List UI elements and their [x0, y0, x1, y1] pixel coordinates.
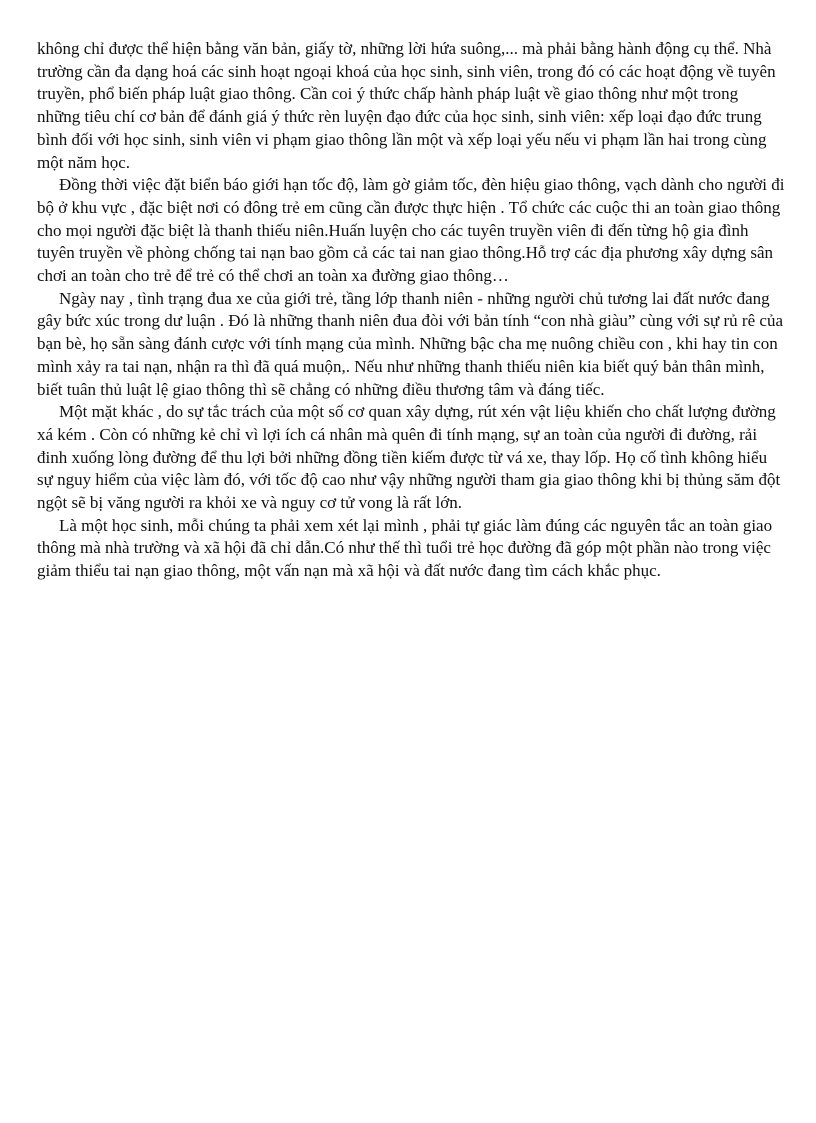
paragraph-conclusion: Là một học sinh, mỗi chúng ta phải xem xét lại mình , phải tự giác làm đúng các nguyên tắc an toàn giao thông mà nhà trường và xã hội đã chỉ dẫn.Có như thế thì tuổi trẻ học đường đã góp một phần nào trong việc giảm thiểu tai nạn giao thông, một vấn nạn mà xã hội và đất nước đang tìm cách khắc phục.	[37, 515, 773, 581]
paragraph-road-quality: Một mặt khác , do sự tắc trách của một số cơ quan xây dựng, rút xén vật liệu khiến cho chất lượng đường xá kém . Còn có những kẻ chỉ vì lợi ích cá nhân mà quên đi tính mạng, sự an toàn của người đi đường, rải đinh xuống lòng đường để thu lợi bởi những đồng tiền kiếm được từ vá xe, thay lốp. Họ cố tình không hiểu sự nguy hiểm của việc làm đó, với tốc độ cao như vậy những người tham gia giao thông khi bị thủng săm đột ngột sẽ bị văng người ra khỏi xe và nguy cơ tử vong là rất lớn.	[37, 402, 781, 513]
paragraph-continuation: không chỉ được thể hiện bằng văn bản, giấy tờ, những lời hứa suông,... mà phải bằng hành động cụ thể. Nhà trường cần đa dạng hoá các sinh hoạt ngoại khoá của học sinh, sinh viên, trong đó có các hoạt động về tuyên truyền, phổ biến pháp luật giao thông. Cần coi ý thức chấp hành pháp luật về giao thông như một trong những tiêu chí cơ bản để đánh giá ý thức rèn luyện đạo đức của học sinh, sinh viên: xếp loại đạo đức trung bình đối với học sinh, sinh viên vi phạm giao thông lần một và xếp loại yếu nếu vi phạm lần hai trong cùng một năm học.	[37, 39, 776, 172]
document-body	[37, 38, 785, 583]
paragraph-road-signs: Đồng thời việc đặt biển báo giới hạn tốc độ, làm gờ giảm tốc, đèn hiệu giao thông, vạch dành cho người đi bộ ở khu vực , đặc biệt nơi có đông trẻ em cũng cần được thực hiện . Tổ chức các cuộc thi an toàn giao thông cho mọi người đặc biệt là thanh thiếu niên.Huấn luyện cho các tuyên truyền viên đi đến từng hộ gia đình tuyên truyền về phòng chống tai nạn bao gồm cả các tai nan giao thông.Hỗ trợ các địa phương xây dựng sân chơi an toàn cho trẻ để trẻ có thể chơi an toàn xa đường giao thông…	[37, 175, 785, 286]
paragraph-youth-racing: Ngày nay , tình trạng đua xe của giới trẻ, tầng lớp thanh niên - những người chủ tương lai đất nước đang gây bức xúc trong dư luận . Đó là những thanh niên đua đòi với bản tính “con nhà giàu” cùng với sự rủ rê của bạn bè, họ sẵn sàng đánh cược với tính mạng của mình. Những bậc cha mẹ nuông chiều con , khi hay tin con mình xảy ra tai nạn, nhận ra thì đã quá muộn,. Nếu như những thanh thiếu niên kia biết quý bản thân mình, biết tuân thủ luật lệ giao thông thì sẽ chẳng có những điều thương tâm và đáng tiếc.	[37, 288, 783, 399]
